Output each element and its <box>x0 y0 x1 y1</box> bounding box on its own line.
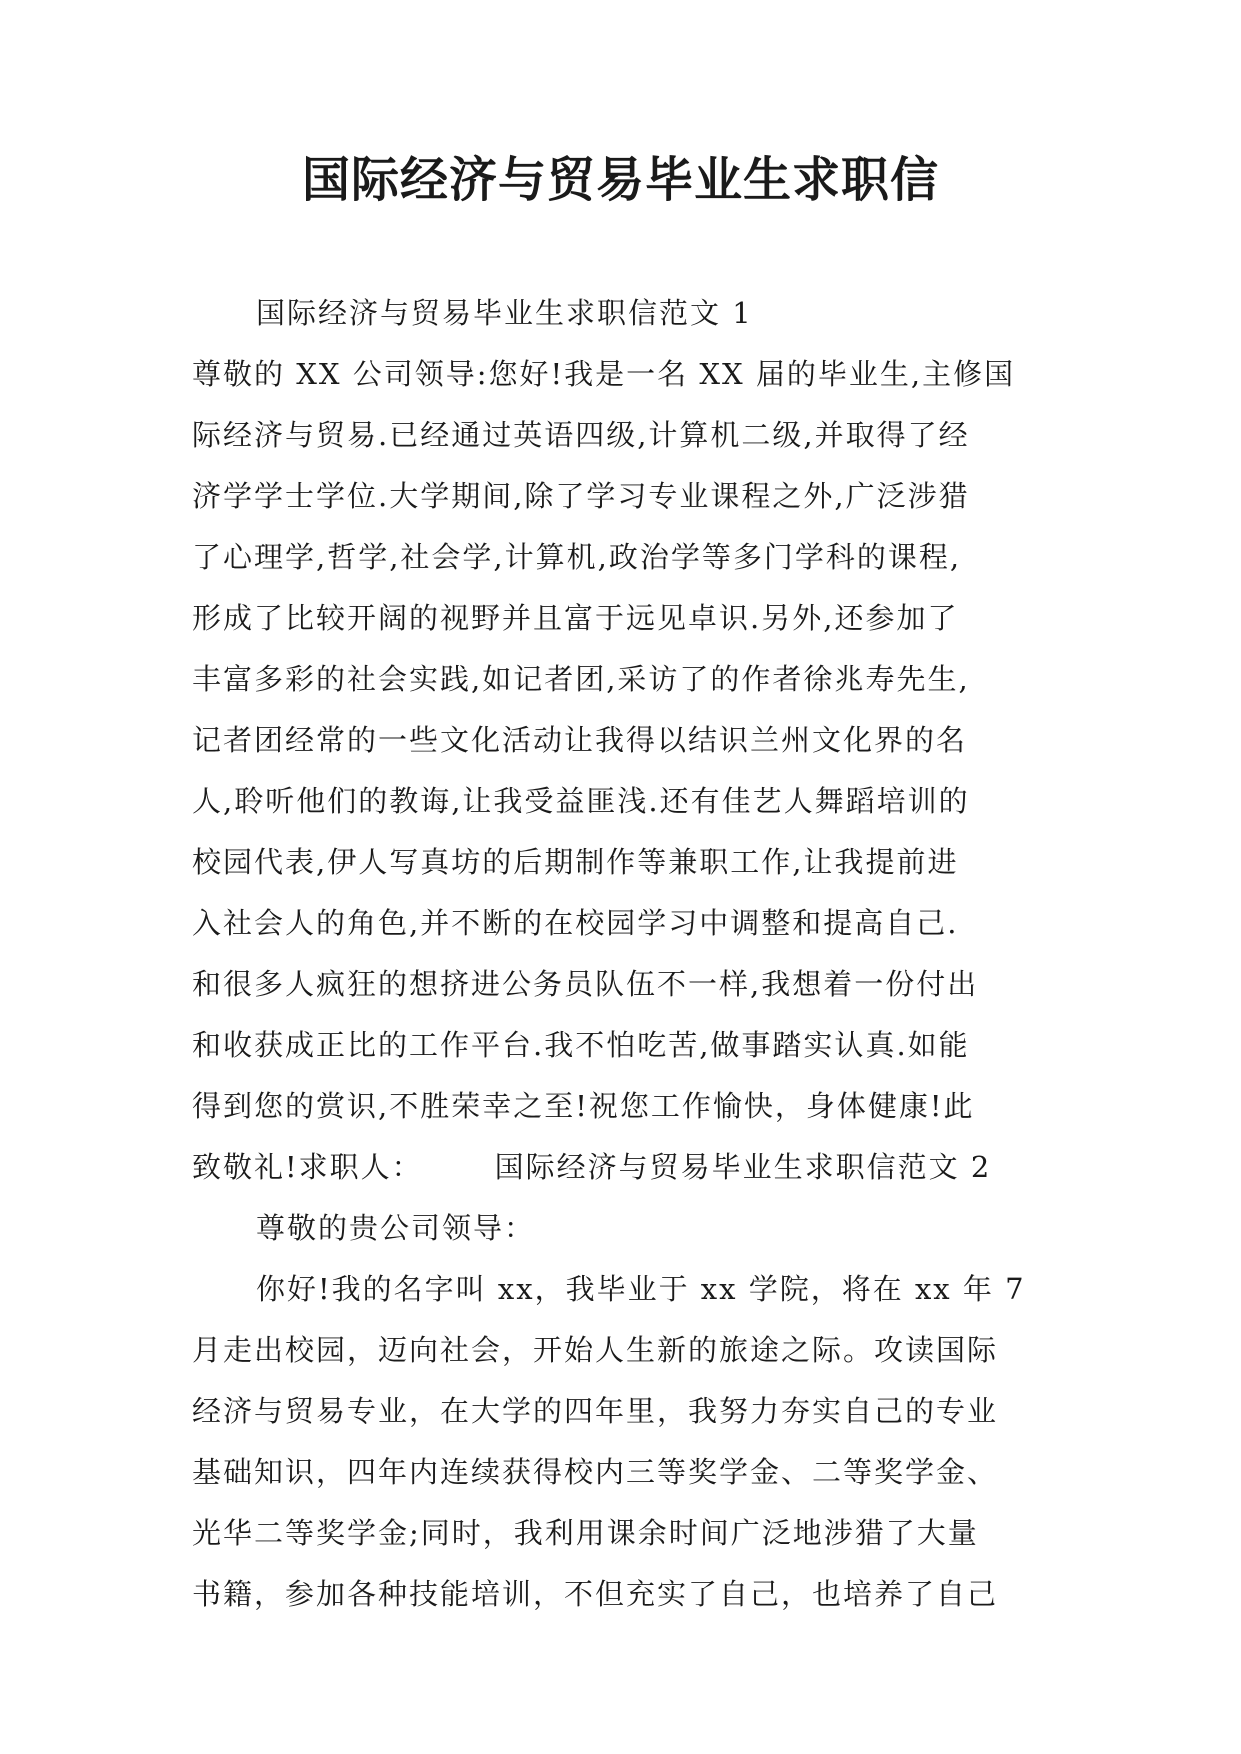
body-line: 书籍，参加各种技能培训，不但充实了自己，也培养了自己 <box>192 1577 999 1611</box>
body-line: 月走出校园，迈向社会，开始人生新的旅途之际。攻读国际 <box>192 1333 999 1367</box>
body-line: 形成了比较开阔的视野并且富于远见卓识.另外,还参加了 <box>192 601 959 635</box>
body-line: 际经济与贸易.已经通过英语四级,计算机二级,并取得了经 <box>192 418 970 452</box>
body-line: 经济与贸易专业，在大学的四年里，我努力夯实自己的专业 <box>192 1394 999 1428</box>
body-line: 校园代表,伊人写真坊的后期制作等兼职工作,让我提前进 <box>192 845 959 879</box>
body-line: 人,聆听他们的教诲,让我受益匪浅.还有佳艺人舞蹈培训的 <box>192 784 970 818</box>
section-heading-2: 国际经济与贸易毕业生求职信范文 2 <box>494 1150 992 1184</box>
closing-signature: 致敬礼!求职人： <box>192 1150 423 1184</box>
body-line: 济学学士学位.大学期间,除了学习专业课程之外,广泛涉猎 <box>192 479 970 513</box>
document-body <box>192 283 1052 1625</box>
body-line: 得到您的赏识,不胜荣幸之至!祝您工作愉快，身体健康!此 <box>192 1089 975 1123</box>
body-line: 和很多人疯狂的想挤进公务员队伍不一样,我想着一份付出 <box>192 967 979 1001</box>
body-line: 光华二等奖学金;同时，我利用课余时间广泛地涉猎了大量 <box>192 1516 979 1550</box>
salutation-line: 尊敬的贵公司领导： <box>256 1211 536 1245</box>
body-line: 入社会人的角色,并不断的在校园学习中调整和提高自己. <box>192 906 959 940</box>
section-heading-1: 国际经济与贸易毕业生求职信范文 1 <box>256 296 753 330</box>
body-line: 记者团经常的一些文化活动让我得以结识兰州文化界的名 <box>192 723 968 757</box>
body-line: 了心理学,哲学,社会学,计算机,政治学等多门学科的课程, <box>192 540 962 574</box>
body-line: 丰富多彩的社会实践,如记者团,采访了的作者徐兆寿先生, <box>192 662 970 696</box>
body-line: 尊敬的 XX 公司领导:您好!我是一名 XX 届的毕业生,主修国 <box>192 357 1016 391</box>
document-title: 国际经济与贸易毕业生求职信 <box>301 152 939 208</box>
body-line: 基础知识，四年内连续获得校内三等奖学金、二等奖学金、 <box>192 1455 999 1489</box>
body-line: 你好!我的名字叫 xx，我毕业于 xx 学院，将在 xx 年 7 <box>256 1272 1026 1306</box>
closing-line <box>192 1137 1052 1198</box>
body-line: 和收获成正比的工作平台.我不怕吃苦,做事踏实认真.如能 <box>192 1028 970 1062</box>
